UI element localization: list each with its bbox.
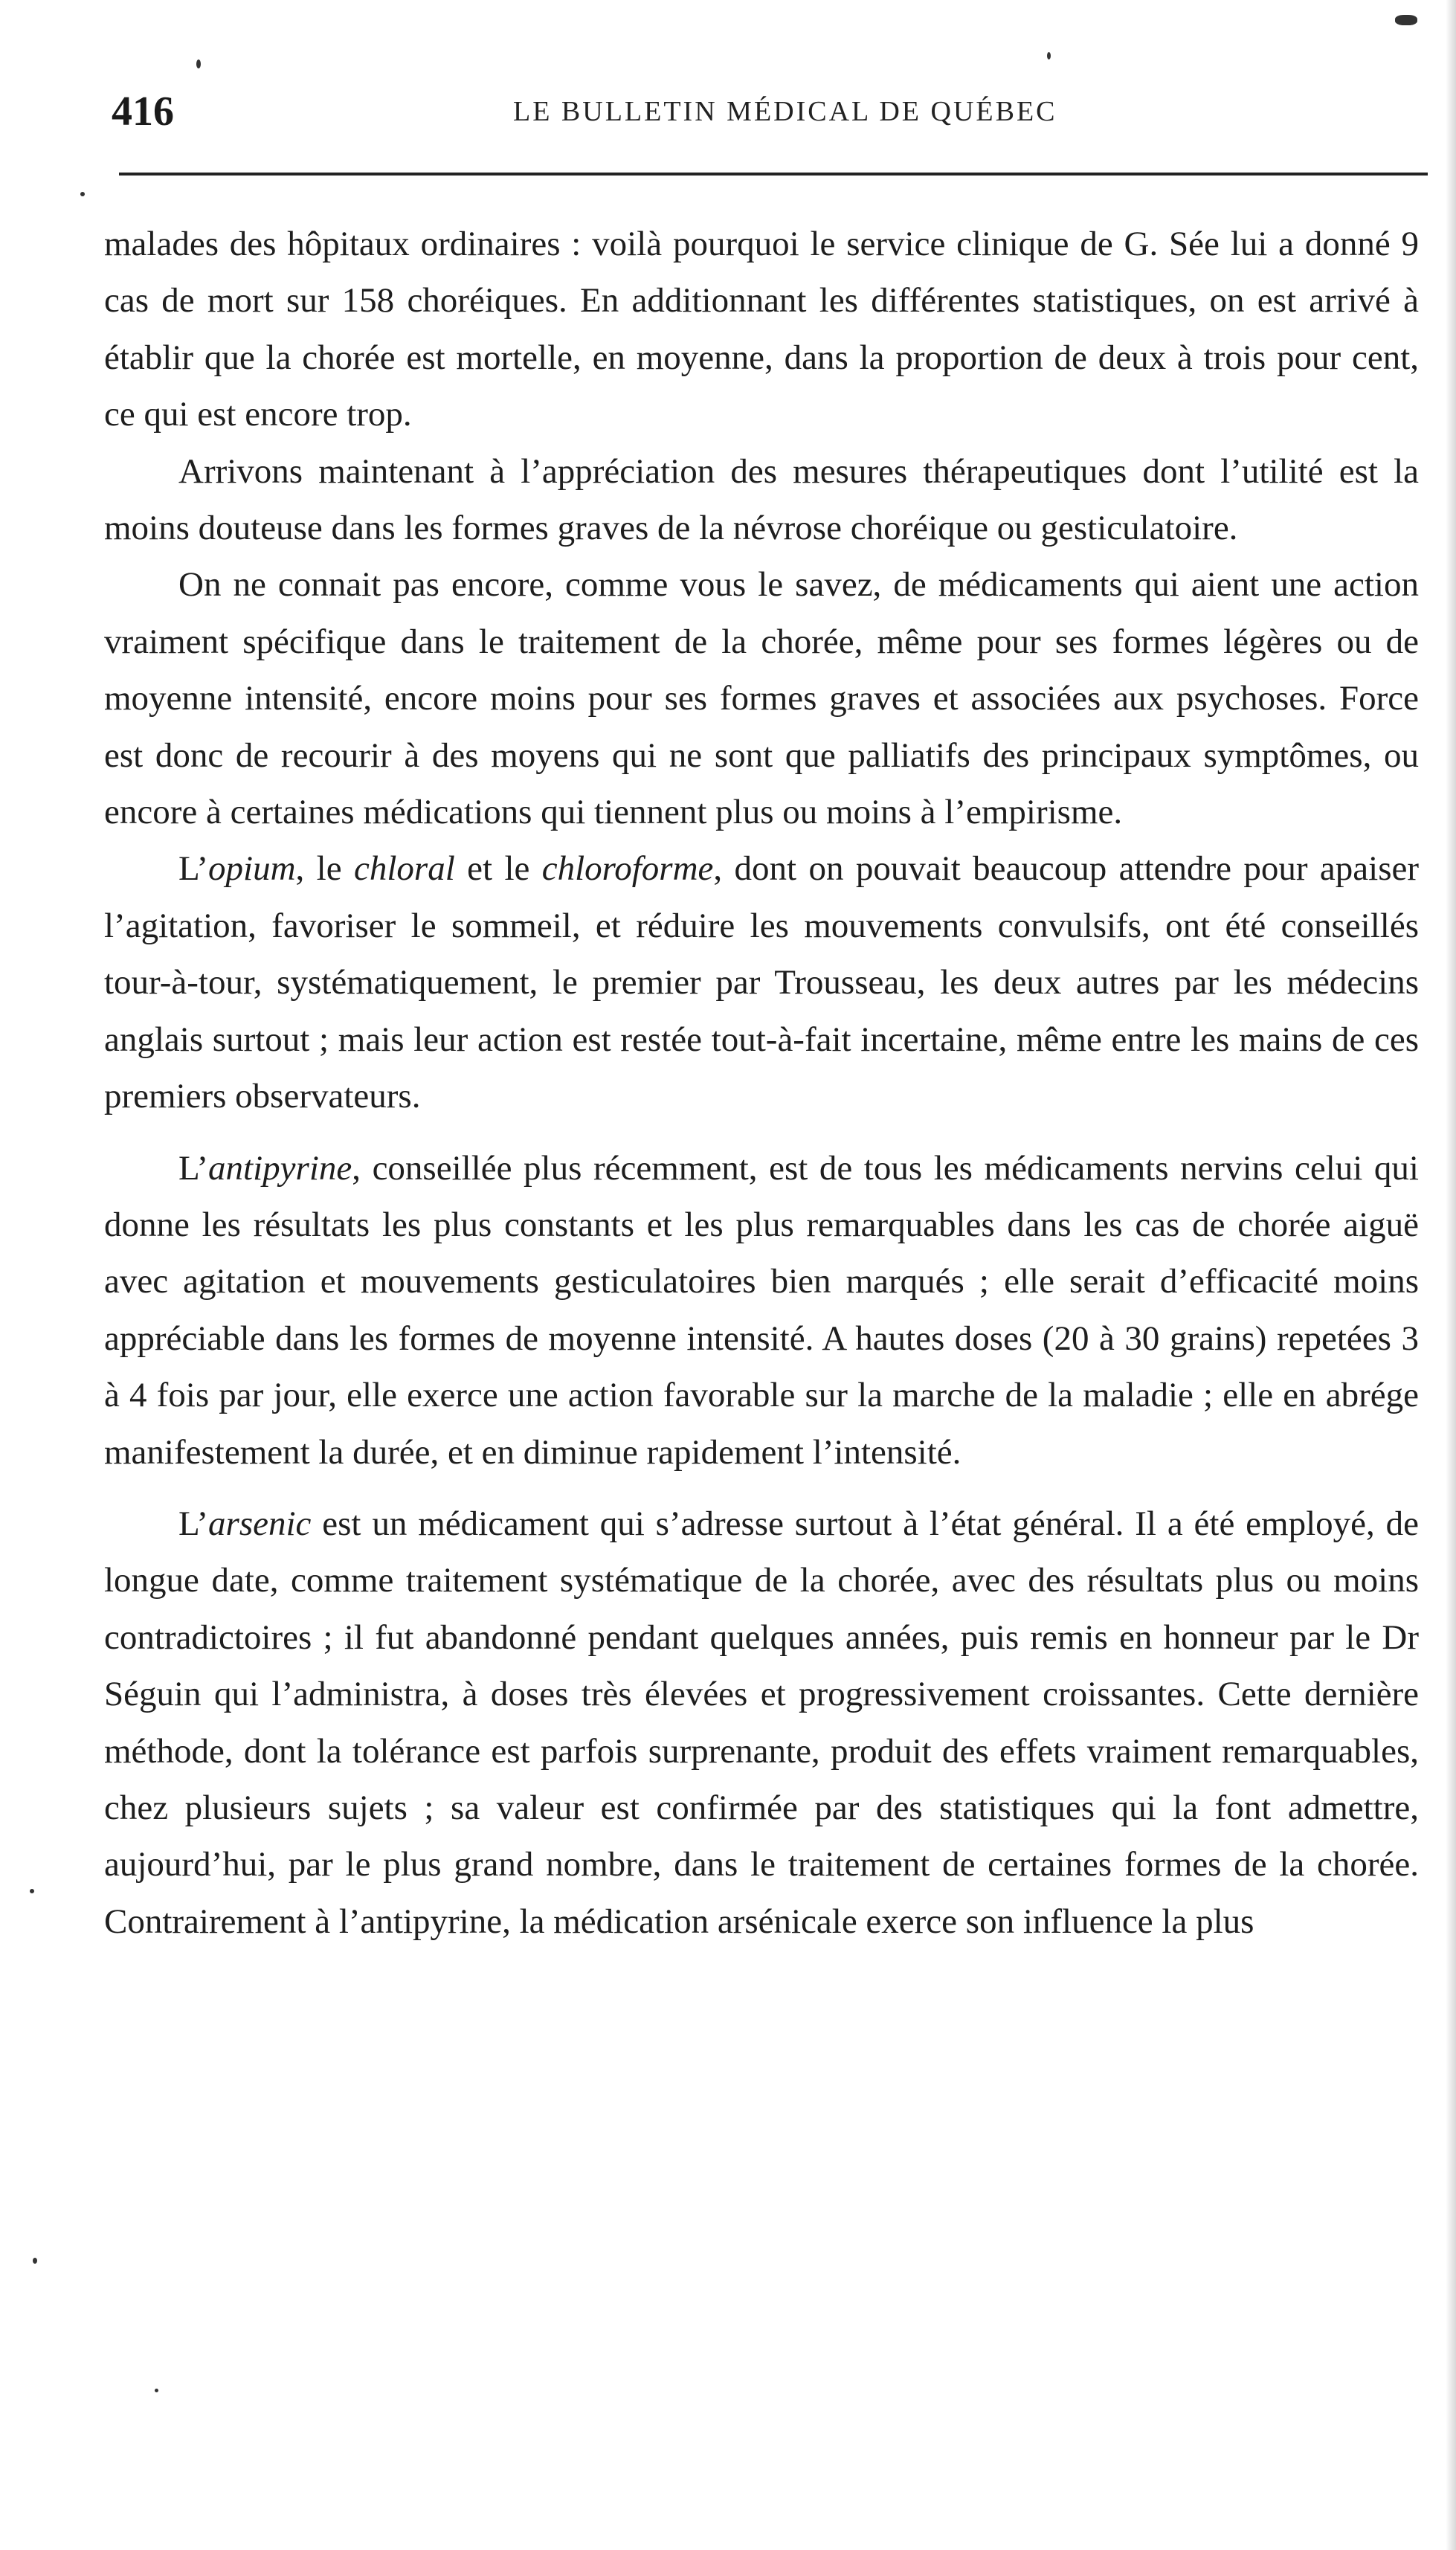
paragraph-antipyrine: [104, 1140, 1419, 1481]
running-head: [112, 88, 1420, 135]
term-chloral: chloral: [353, 849, 455, 889]
print-speck: [155, 2389, 158, 2392]
header-rule: [119, 173, 1428, 176]
print-speck: [1047, 52, 1051, 59]
paragraph-therapeutics: [104, 443, 1419, 557]
paragraph-text: est un médicament qui s’adresse surtout à l’état général. Il a été employé, de longue date, comme traitement systématique de la chorée, avec des résultats plus ou moins contradictoires ; il fut abandonné pendant quelques années, puis remis en honneur par le Dr Séguin qui l’administra, à doses très élevées et progressivement croissantes. Cette dernière méthode, dont la tolérance est parfois surprenante, produit des effets vraiment remarquables, chez plusieurs sujets ; sa valeur est confirmée par des statistiques qui la font admettre, aujourd’hui, par le plus grand nombre, dans le traitement de certaines formes de la chorée. Contrairement à l’antipyrine, la médication arsénicale exerce son influence la plus: [104, 1504, 1419, 1941]
paragraph-lead: L’: [178, 849, 209, 889]
print-speck: [1395, 15, 1417, 25]
print-speck: [80, 192, 85, 196]
print-speck: [30, 1889, 34, 1893]
paragraph-lead: L’: [178, 1148, 209, 1188]
term-arsenic: arsenic: [208, 1504, 312, 1543]
paragraph-text: malades des hôpitaux ordinaires : voilà pourquoi le service clinique de G. Sée lui a donné 9 cas de mort sur 158 choréiques. En additionnant les différentes statistiques, on est arrivé à établir que la chorée est mortelle, en moyenne, dans la proportion de deux à trois pour cent, ce qui est encore trop.: [104, 225, 1419, 434]
print-speck: [33, 2258, 37, 2264]
paragraph-mid: , le: [295, 849, 354, 889]
paragraph-text: , dont on pouvait beaucoup attendre pour apaiser l’agitation, favoriser le sommeil, et réduire les mouvements convulsifs, ont été conseillés tour-à-tour, systématiquement, le premier par Trousseau, les deux autres par les médecins anglais surtout ; mais leur action est restée tout-à-fait incertaine, même entre les mains de ces premiers observateurs.: [104, 849, 1419, 1116]
term-antipyrine: antipyrine: [208, 1148, 352, 1188]
paragraph-mid: et le: [454, 849, 542, 889]
journal-title: LE BULLETIN MÉDICAL DE QUÉBEC: [513, 96, 1057, 127]
paragraph-opium: [104, 840, 1419, 1124]
body-text: [104, 216, 1419, 1950]
paragraph-text: On ne connait pas encore, comme vous le savez, de médicaments qui aient une action vraiment spécifique dans le traitement de la chorée, même pour ses formes légères ou de moyenne intensité, encore moins pour ses formes graves et associées aux psychoses. Force est donc de recourir à des moyens qui ne sont que palliatifs des principaux symptômes, ou encore à certaines médications qui tiennent plus ou moins à l’empirisme.: [104, 565, 1419, 832]
paragraph-text: , conseillée plus récemment, est de tous les médicaments nervins celui qui donne les résultats les plus constants et les plus remarquables dans les cas de chorée aiguë avec agitation et mouvements gesticulatoires bien marqués ; elle serait d’efficacité moins appréciable dans les formes de moyenne intensité. A hautes doses (20 à 30 grains) repetées 3 à 4 fois par jour, elle exerce une action favorable sur la marche de la maladie ; elle en abrége manifestement la durée, et en diminue rapidement l’intensité.: [104, 1148, 1419, 1472]
term-chloroforme: chloroforme: [541, 849, 714, 889]
term-opium: opium: [208, 849, 296, 889]
paragraph-continuation: [104, 216, 1419, 443]
paragraph-text: Arrivons maintenant à l’appréciation des mesures thérapeutiques dont l’utilité est la moins douteuse dans les formes graves de la névrose choréique ou gesticulatoire.: [104, 451, 1419, 548]
paragraph-medications: [104, 556, 1419, 840]
paragraph-arsenic: [104, 1495, 1419, 1950]
page-edge-shadow: [1446, 0, 1456, 2550]
page-number: 416: [112, 88, 174, 135]
print-speck: [196, 59, 201, 68]
paragraph-lead: L’: [178, 1504, 209, 1543]
